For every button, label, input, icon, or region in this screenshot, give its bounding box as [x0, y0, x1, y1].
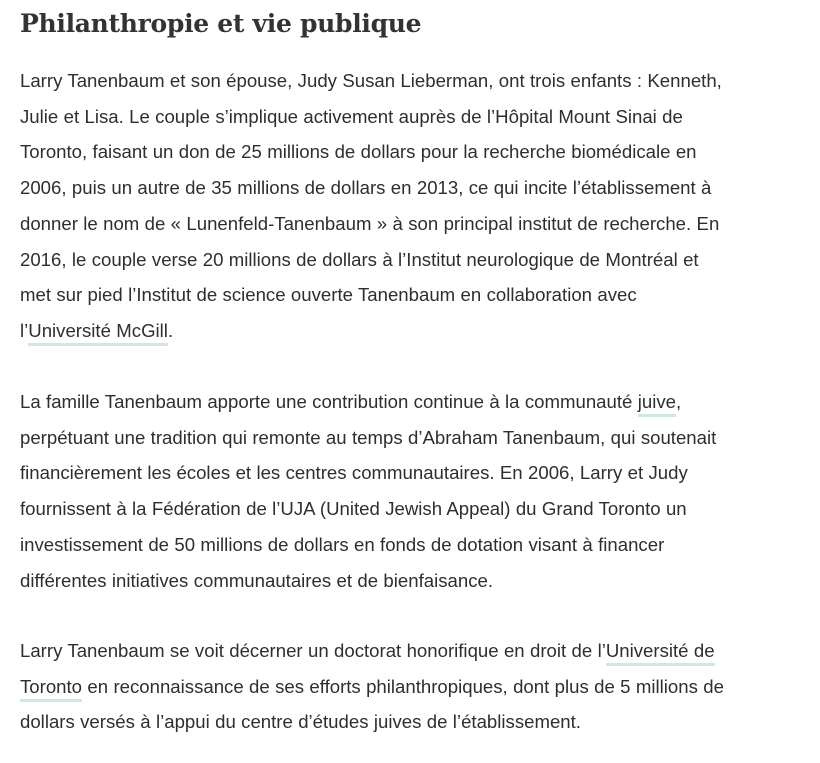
paragraph-line — [20, 633, 724, 669]
paragraph-line: Julie et Lisa. Le couple s’implique activement auprès de l’Hôpital Mount Sinai de — [20, 105, 683, 127]
paragraph-line: donner le nom de « Lunenfeld-Tanenbaum » à son principal institut de recherche. En — [20, 212, 720, 234]
paragraph-line — [20, 384, 716, 420]
paragraph-line — [20, 669, 724, 705]
text-fragment: l’ — [20, 319, 29, 341]
text-fragment: , — [675, 391, 682, 412]
paragraph-line: financièrement les écoles et les centres communautaires. En 2006, Larry et Judy — [20, 462, 688, 484]
paragraph-line: perpétuant une tradition qui remonte au temps d’Abraham Tanenbaum, qui soutenait — [20, 426, 717, 448]
text-fragment: Larry Tanenbaum se voit décerner un doctorat honorifique en droit de l’ — [20, 640, 606, 661]
paragraph-honorary-doctorate — [20, 633, 724, 740]
paragraph-family — [20, 63, 722, 349]
paragraph-line: Toronto, faisant un don de 25 millions de dollars pour la recherche biomédicale en — [20, 141, 697, 163]
section-heading: Philanthropie et vie publique — [20, 9, 422, 38]
link-universite-de-toronto-part1[interactable]: Université de — [606, 640, 715, 666]
paragraph-line: investissement de 50 millions de dollars en fonds de dotation visant à financer — [20, 533, 665, 555]
paragraph-community — [20, 384, 716, 598]
paragraph-line: dollars versés à l’appui du centre d’études juives de l’établissement. — [20, 711, 581, 733]
article-section — [20, 0, 800, 733]
paragraph-line: 2006, puis un autre de 35 millions de dollars en 2013, ce qui incite l’établissement à — [20, 177, 712, 199]
link-universite-de-toronto-part2[interactable]: Toronto — [20, 676, 82, 702]
text-fragment: . — [167, 319, 174, 341]
paragraph-line: fournissent à la Fédération de l’UJA (United Jewish Appeal) du Grand Toronto un — [20, 498, 687, 520]
paragraph-line — [20, 313, 722, 349]
paragraph-line: 2016, le couple verse 20 millions de dollars à l’Institut neurologique de Montréal et — [20, 248, 699, 270]
paragraph-line: met sur pied l’Institut de science ouverte Tanenbaum en collaboration avec — [20, 284, 637, 306]
link-juive[interactable]: juive — [638, 391, 676, 417]
paragraph-line: différentes initiatives communautaires et de bienfaisance. — [20, 569, 493, 591]
paragraph-line: Larry Tanenbaum et son épouse, Judy Susan Lieberman, ont trois enfants : Kenneth, — [20, 70, 722, 91]
text-fragment: La famille Tanenbaum apporte une contribution continue à la communauté — [20, 391, 638, 412]
text-fragment: en reconnaissance de ses efforts philanthropiques, dont plus de 5 millions de — [82, 675, 724, 697]
link-universite-mcgill[interactable]: Université McGill — [28, 320, 168, 346]
